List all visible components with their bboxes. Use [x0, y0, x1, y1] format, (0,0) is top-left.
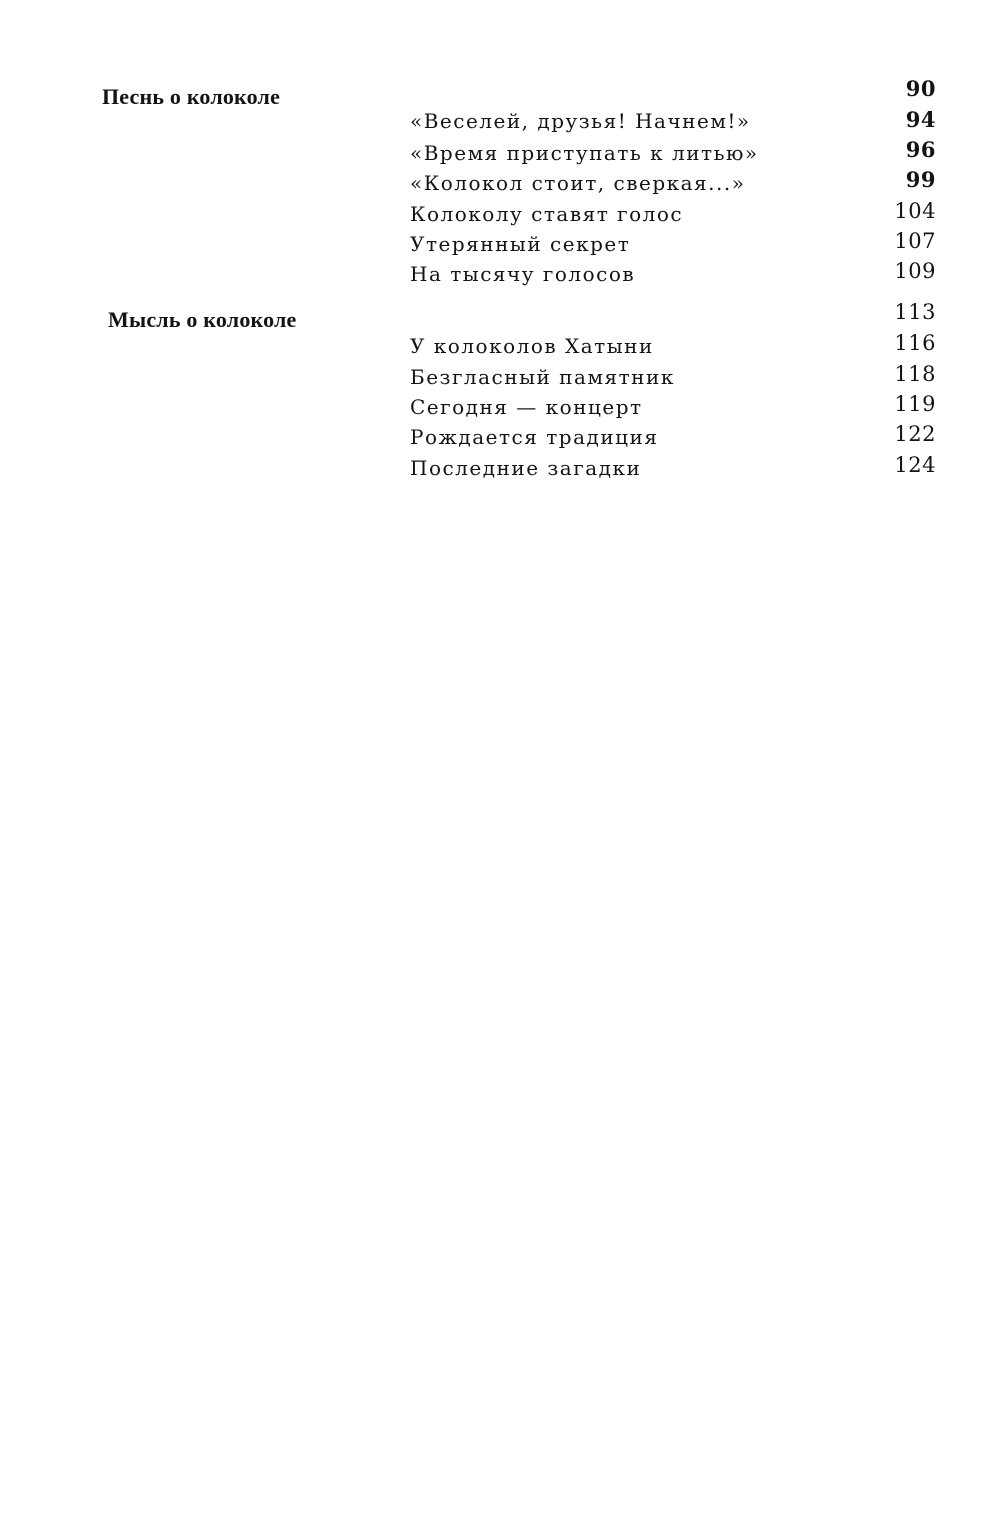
toc-entry-title: Рождается традиция [410, 425, 659, 449]
toc-entry-title: Последние загадки [410, 456, 642, 480]
toc-entry-title: «Колокол стоит, сверкая...» [410, 171, 746, 195]
toc-entry-page: 104 [894, 199, 936, 223]
toc-entry-page: 116 [894, 331, 936, 355]
section-page-number: 113 [894, 300, 936, 324]
toc-entry-page: 119 [894, 392, 936, 416]
toc-entry-page: 96 [905, 137, 936, 162]
toc-entry-page: 118 [894, 362, 936, 386]
toc-entry-title: Сегодня — концерт [410, 395, 643, 419]
toc-entry-title: Утерянный секрет [410, 232, 631, 256]
toc-entry-page: 122 [894, 422, 936, 446]
toc-entry-page: 99 [905, 167, 936, 192]
toc-entry-title: На тысячу голосов [410, 262, 636, 286]
section-title: Песнь о колоколе [102, 84, 281, 109]
toc-entry-page: 94 [905, 107, 936, 132]
toc-entry-title: «Веселей, друзья! Начнем!» [410, 109, 751, 133]
toc-entry-page: 124 [894, 453, 936, 477]
toc-entry-page: 107 [894, 229, 936, 253]
toc-entry-title: «Время приступать к литью» [410, 141, 759, 165]
toc-entry-page: 109 [894, 259, 936, 283]
toc-entry-title: Колоколу ставят голос [410, 202, 684, 226]
section-title: Мысль о колоколе [108, 307, 297, 332]
toc-entry-title: Безгласный памятник [410, 365, 675, 389]
section-page-number: 90 [905, 76, 936, 101]
toc-entry-title: У колоколов Хатыни [410, 334, 654, 358]
